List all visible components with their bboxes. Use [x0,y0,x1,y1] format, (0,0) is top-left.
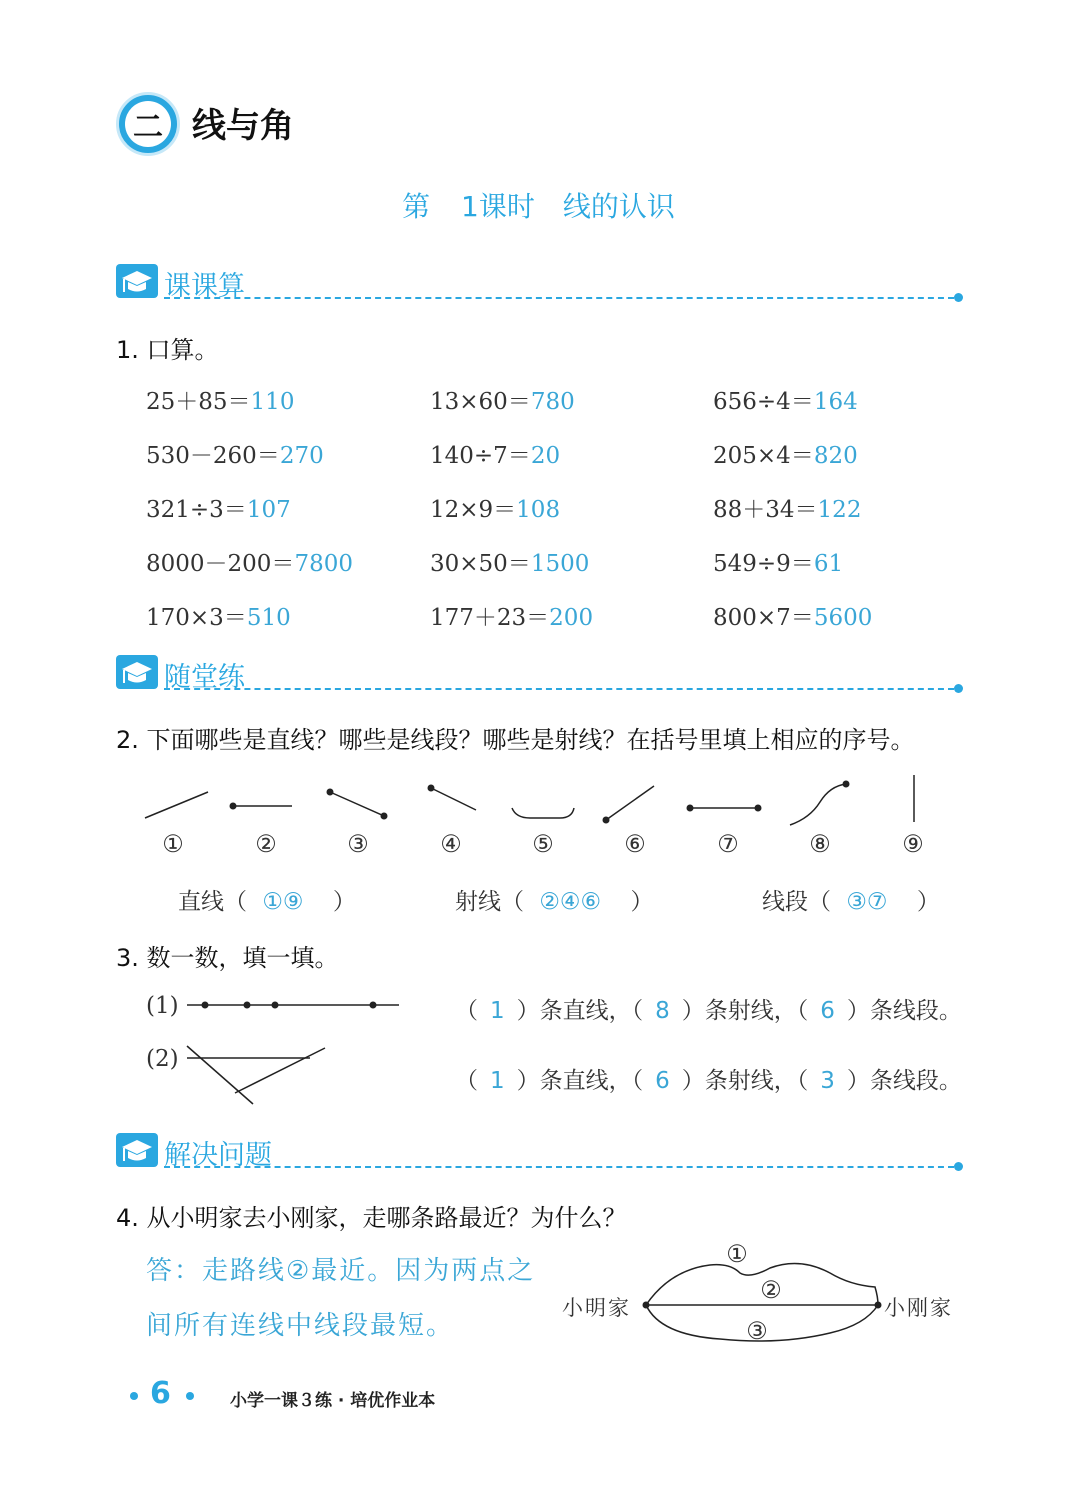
math-answer[interactable]: 200 [549,605,594,631]
graduation-cap-icon [116,264,158,298]
q3-figure-2 [185,1040,335,1110]
math-expression: 177＋23＝ [430,605,550,631]
figure-8-curve [790,784,846,825]
math-answer[interactable]: 270 [279,443,324,469]
math-item [430,599,593,632]
graduation-cap-icon [116,1133,158,1167]
math-expression: 30×50＝ [430,551,531,577]
math-answer[interactable]: 820 [813,443,858,469]
math-expression: 170×3＝ [146,605,247,631]
item2-segs-answer[interactable]: 3 [820,1068,835,1094]
section-divider-dot [954,293,963,302]
segment-answer[interactable]: ③⑦ [846,889,888,915]
section-divider-dot [954,1162,963,1171]
figure-number-2: ② [255,830,277,858]
math-answer[interactable]: 107 [246,497,291,523]
question-2-title: 2. 下面哪些是直线？哪些是线段？哪些是射线？在括号里填上相应的序号。 [116,726,915,754]
close-paren: ） [630,889,654,915]
section-title-class-practice: 随堂练 [164,662,245,693]
math-expression: 13×60＝ [430,389,531,415]
rays-text: ）条射线，（ [681,1068,809,1094]
math-item [713,383,858,416]
ray-answer[interactable]: ②④⑥ [539,889,602,915]
unit-title: 线与角 [192,106,294,146]
section-title-solve-problems: 解决问题 [164,1140,272,1171]
figure-4-ray [431,788,476,810]
math-item [146,545,353,578]
item1-lines-answer[interactable]: 1 [490,998,505,1024]
home-a-point [643,1302,650,1309]
close-paren: ） [916,889,940,915]
figure-6-ray [606,786,654,820]
math-item [146,491,291,524]
figure-1-line [145,792,208,818]
figure-number-3: ③ [347,830,369,858]
figure-number-7: ⑦ [717,830,739,858]
home-b-label: 小刚家 [884,1296,953,1320]
lines-text: ）条直线，（ [516,998,644,1024]
open-paren: （ [455,1068,478,1094]
math-item [713,545,843,578]
math-answer[interactable]: 780 [530,389,575,415]
question-4-title: 4. 从小明家去小刚家，走哪条路最近？为什么？ [116,1204,627,1232]
q4-answer-line-1[interactable]: 答：走路线②最近。因为两点之 [146,1256,536,1286]
math-item [713,599,872,632]
straight-line-answer[interactable]: ①⑨ [262,889,304,915]
lesson-title: 第 1课时 线的认识 [402,190,675,223]
straight-line-label: 直线（ [178,889,247,915]
figure-number-5: ⑤ [532,830,554,858]
segs-text: ）条线段。 [846,998,962,1024]
math-answer[interactable]: 61 [813,551,844,577]
math-answer[interactable]: 164 [813,389,858,415]
graduation-cap-icon [116,655,158,689]
segment-label: 线段（ [762,889,831,915]
straight-line-blank [178,883,356,916]
section-title-practice-calc: 课课算 [164,271,245,302]
figure-number-8: ⑧ [809,830,831,858]
math-item [430,437,560,470]
route-1-label: ① [726,1240,748,1268]
math-answer[interactable]: 1500 [530,551,590,577]
line-figures [130,770,940,830]
math-expression: 800×7＝ [713,605,814,631]
lines-text: ）条直线，（ [516,1068,644,1094]
math-answer[interactable]: 510 [246,605,291,631]
item2-rays-answer[interactable]: 6 [655,1068,670,1094]
math-expression: 12×9＝ [430,497,517,523]
section-divider [164,1166,954,1168]
q3-figure-1 [185,992,405,1018]
math-item [430,545,589,578]
page-number: 6 [150,1376,171,1411]
section-divider [164,688,954,690]
math-expression: 656÷4＝ [713,389,814,415]
math-item [713,437,858,470]
question-1-title: 1. 口算。 [116,336,219,364]
unit-badge [116,92,180,156]
section-divider-dot [954,684,963,693]
math-answer[interactable]: 7800 [294,551,353,577]
q3-item-2-answers [455,1062,962,1095]
ray-label: 射线（ [455,889,524,915]
route-3-label: ③ [746,1317,768,1345]
home-b-point [875,1302,882,1309]
math-expression: 321÷3＝ [146,497,247,523]
question-3-title: 3. 数一数，填一填。 [116,944,339,972]
item1-rays-answer[interactable]: 8 [655,998,670,1024]
section-divider [164,297,954,299]
math-expression: 530－260＝ [146,443,280,469]
math-item [430,383,575,416]
figure-number-1: ① [162,830,184,858]
unit-number: 二 [125,101,171,147]
rays-text: ）条射线，（ [681,998,809,1024]
math-answer[interactable]: 110 [250,389,295,415]
math-expression: 140÷7＝ [430,443,531,469]
figure-number-4: ④ [440,830,462,858]
q3-item-1-answers [455,992,962,1025]
math-item [713,491,861,524]
segment-blank [762,883,940,916]
open-paren: （ [455,998,478,1024]
figure-number-6: ⑥ [624,830,646,858]
ray-blank [455,883,653,916]
figure-5-curve [512,808,574,818]
q4-answer-line-2[interactable]: 间所有连线中线段最短。 [146,1311,455,1341]
footer-dot-left [130,1392,138,1400]
math-answer[interactable]: 5600 [813,605,873,631]
q3-item-1-label: (1) [146,993,179,1019]
math-expression: 205×4＝ [713,443,814,469]
item2-lines-answer[interactable]: 1 [490,1068,505,1094]
math-expression: 549÷9＝ [713,551,814,577]
figure-3-segment [330,792,384,816]
math-item [430,491,560,524]
footer-book-title: 小学一课３练 · 培优作业本 [230,1391,436,1411]
math-answer[interactable]: 122 [817,497,862,523]
segs-text: ）条线段。 [846,1068,962,1094]
math-expression: 88＋34＝ [713,497,818,523]
q3-item-2-label: (2) [146,1046,179,1072]
math-expression: 25＋85＝ [146,389,251,415]
figure-number-9: ⑨ [902,830,924,858]
math-answer[interactable]: 108 [516,497,561,523]
math-answer[interactable]: 20 [530,443,561,469]
route-2-label: ② [760,1276,782,1304]
math-item [146,599,291,632]
item1-segs-answer[interactable]: 6 [820,998,835,1024]
footer-dot-right [186,1392,194,1400]
math-item [146,437,324,470]
close-paren: ） [332,889,356,915]
math-item [146,383,294,416]
math-expression: 8000－200＝ [146,551,295,577]
home-a-label: 小明家 [562,1296,631,1320]
